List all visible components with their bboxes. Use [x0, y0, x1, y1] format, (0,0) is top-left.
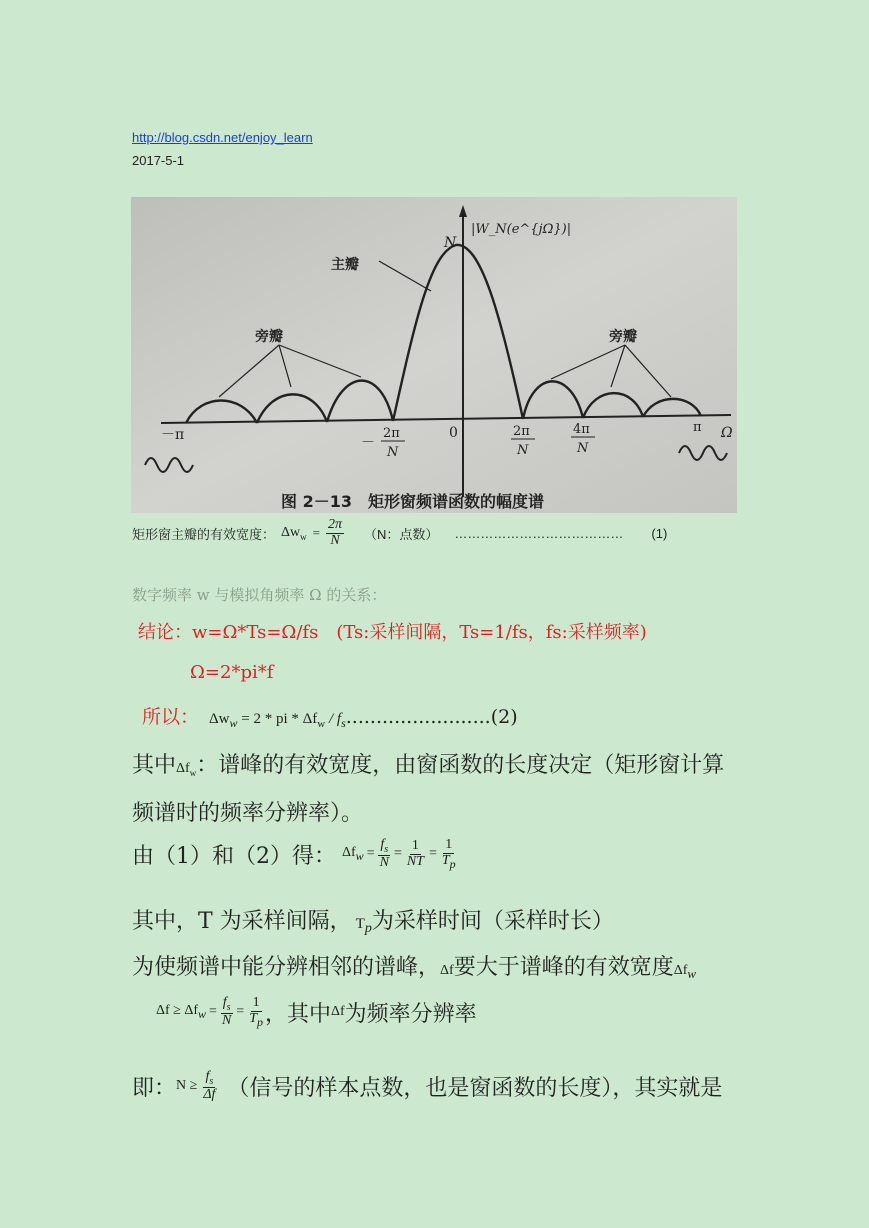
equals-sign: = [312, 525, 320, 541]
fs-over-n-2: $\frac{f_s}{N}$ [221, 995, 232, 1029]
axis-omega: Ω [721, 425, 733, 441]
main-lobe-width-line [132, 518, 667, 548]
main-lobe-label: 主瓣 [331, 257, 359, 273]
sample-count-text: （信号的样本点数，也是窗函数的长度），其实就是 [227, 1075, 723, 1101]
tick-zero: 0 [449, 425, 458, 441]
one-over-tp-2: $\frac{1}{T_p}$ [249, 995, 263, 1029]
tick-neg-2pi-den: N [387, 445, 399, 460]
sampling-text-2: 为采样时间（采样时长） [371, 909, 614, 934]
tick-neg-pi: －π [161, 427, 185, 443]
two-pi-over-n: $\frac{2\pi}{N}$ [327, 517, 342, 548]
resolution-text-2: 为频率分辨率 [344, 1001, 477, 1027]
derivation-line: 由（1）和（2）得： $\Delta f_w$ = $\frac{f_s}{N}$ = $\frac{1}{NT}$ = $\frac{1}{T_p}$ [132, 837, 456, 871]
main-lobe-width-text: 矩形窗主瓣的有效宽度： [132, 526, 276, 542]
one-over-nt: $\frac{1}{NT}$ [406, 838, 424, 869]
tick-2pi-num: 2π [513, 424, 530, 439]
resolution-text-1: ，其中 [264, 1001, 331, 1027]
delta-f-inequality: $\Delta f \ge \Delta f_w$ [156, 1003, 207, 1021]
fs-over-n: $\frac{f_s}{N}$ [379, 837, 389, 871]
delta-f-symbol: Δf [440, 963, 454, 978]
tick-neg-2pi-num: 2π [383, 426, 400, 441]
peak-width-text: ：谱峰的有效宽度，由窗函数的长度决定（矩形窗计算 [196, 753, 725, 778]
resolution-inequality-line: $\Delta f \ge \Delta f_w$ = $\frac{f_s}{N}$ = $\frac{1}{T_p}$ ，其中 Δf 为频率分辨率 [156, 995, 477, 1029]
delta-w-symbol: $\Delta w_w$ [281, 524, 307, 542]
equation-number-1: (1) [651, 525, 668, 541]
peak-width-prefix: 其中 [132, 753, 177, 778]
delta-f-symbol-2: Δf [331, 1004, 345, 1020]
one-over-tp: $\frac{1}{T_p}$ [441, 837, 456, 871]
delta-w-formula: $\Delta w_w = 2$ * pi * $\Delta f_w / f_s$ [209, 711, 346, 730]
sampling-definition-line [132, 904, 614, 937]
relation-heading: 数字频率 w 与模拟角频率 Ω 的关系： [132, 586, 387, 604]
tick-2pi-den: N [517, 443, 529, 458]
resolve-text-2: 要大于谱峰的有效宽度 [453, 955, 674, 980]
n-geq: N ≥ [176, 1078, 198, 1094]
peak-width-line [132, 748, 724, 779]
sample-count-prefix: 即： [132, 1075, 177, 1101]
paper-background [131, 197, 737, 513]
tick-4pi-num: 4π [573, 422, 590, 437]
delta-fw-symbol-2: $\Delta f_w$ [673, 963, 697, 981]
figure-caption: 图 2－13 矩形窗频谱函数的幅度谱 [281, 492, 544, 511]
resolution-note-line: 频谱时的频率分辨率）。 [132, 801, 364, 826]
tick-neg-sign: － [361, 435, 375, 451]
side-lobe-label-right: 旁瓣 [609, 329, 637, 345]
omega-formula-line: Ω=2*pi*f [190, 662, 274, 683]
derivation-text: 由（1）和（2）得： [132, 843, 336, 869]
peak-label: N [444, 235, 457, 251]
side-lobe-label-left: 旁瓣 [255, 329, 283, 345]
sample-count-line [132, 1070, 722, 1103]
tick-4pi-den: N [577, 441, 589, 456]
therefore-line [142, 702, 518, 731]
fs-over-delta-f: $\frac{f_s}{\Delta f}$ [203, 1069, 216, 1103]
delta-fw-lhs: $\Delta f_w$ [342, 845, 364, 863]
tick-pi: π [693, 420, 702, 435]
points-note: （N：点数） [364, 526, 439, 542]
spectrum-figure-photo [131, 197, 737, 513]
conclusion-line: 结论：w=Ω*Ts=Ω/fs (Ts:采样间隔，Ts=1/fs，fs:采样频率) [138, 622, 647, 643]
sampling-text-1: 其中，T 为采样间隔， [132, 909, 352, 934]
resolve-text-1: 为使频谱中能分辨相邻的谱峰， [132, 955, 441, 980]
delta-fw-symbol: $\Delta f_w$ [176, 761, 197, 778]
tp-symbol: $T_p$ [355, 916, 372, 936]
leader-dots: ………………………………… [454, 525, 624, 541]
y-axis-label: |W_N(e^{jΩ})| [471, 222, 572, 237]
therefore-label: 所以： [142, 706, 200, 728]
date-text: 2017-5-1 [132, 153, 185, 168]
resolve-peaks-line [132, 950, 696, 982]
leader-dots-2: ........................(2) [345, 706, 518, 728]
blog-link[interactable]: http://blog.csdn.net/enjoy_learn [132, 130, 313, 145]
